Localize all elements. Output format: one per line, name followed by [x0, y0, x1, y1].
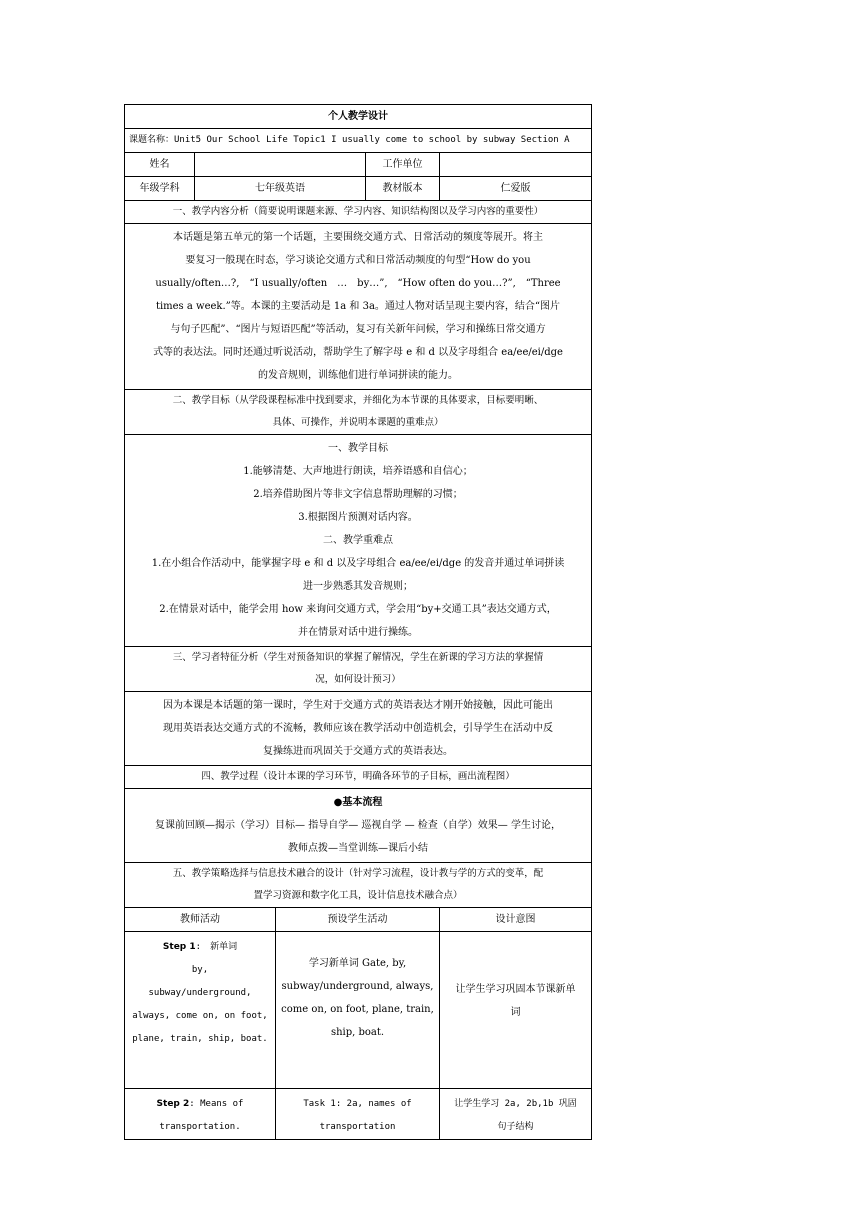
grade-value: 七年级英语 [195, 177, 366, 201]
section2-heading-line: 二、教学目标（从学段课程标准中找到要求，并细化为本节课的具体要求，目标要明晰、 [172, 395, 544, 406]
workplace-label: 工作单位 [366, 153, 440, 177]
key-point-item: 进一步熟悉其发音规则； [303, 581, 413, 592]
step1-student-line: ship, boat. [330, 1027, 385, 1038]
name-value [195, 153, 366, 177]
step2-label: Step 2 [156, 1099, 190, 1109]
goal-item: 3.根据图片预测对话内容。 [298, 512, 418, 523]
section5-heading-line: 置学习资源和数字化工具，设计信息技术融合点） [253, 890, 463, 901]
step2-intent-line: 让学生学习 2a, 2b,1b 巩固 [454, 1099, 577, 1109]
section1-line: usually/often…?, “I usually/often … by…”, “How often do you…?”, “Three [155, 278, 561, 289]
step1-teacher-line: always, come on, on foot, [132, 1011, 268, 1021]
section3-content [125, 692, 592, 766]
section1-line: 要复习一般现在时态，学习谈论交通方式和日常活动频度的句型“How do you [185, 255, 531, 266]
section1-line: 式等的表达法。同时还通过听说活动，帮助学生了解字母 e 和 d 以及字母组合 ea/ee/ei/dge [153, 347, 563, 358]
document-title: 个人教学设计 [125, 105, 592, 129]
goal-item: 2.培养借助图片等非文字信息帮助理解的习惯； [253, 489, 463, 500]
step1-teacher-line: subway/underground, [148, 988, 252, 998]
step1-label: Step 1 [162, 942, 196, 952]
section2-heading-line: 具体、可操作，并说明本课题的重难点） [272, 417, 444, 428]
section1-heading: 一、教学内容分析（简要说明课题来源、学习内容、知识结构图以及学习内容的重要性） [125, 201, 592, 224]
step2-teacher-line: transportation. [159, 1122, 241, 1132]
step1-intent-line: 让学生学习巩固本节课新单 [455, 984, 576, 995]
section3-heading-line: 况，如何设计预习） [315, 674, 401, 685]
key-points-subheading: 二、教学重难点 [323, 535, 393, 546]
step1-teacher-line: plane, train, ship, boat. [132, 1034, 268, 1044]
step1-student-line: come on, on foot, plane, train, [281, 1004, 434, 1015]
goal-item: 1.能够清楚、大声地进行朗读，培养语感和自信心； [243, 466, 473, 477]
key-point-item: 并在情景对话中进行操练。 [298, 627, 418, 638]
step1-teacher-line: by, [191, 965, 209, 975]
section5-heading [125, 863, 592, 908]
section1-line: times a week.”等。本课的主要活动是 1a 和 3a。通过人物对话呈现主要内容，结合“图片 [155, 301, 561, 312]
section1-line: 的发音规则，训练他们进行单词拼读的能力。 [258, 370, 458, 381]
step2-teacher [125, 1089, 276, 1140]
step2-intent-line: 句子结构 [497, 1122, 534, 1132]
workplace-value [440, 153, 592, 177]
key-point-item: 2.在情景对话中，能学会用 how 来询问交通方式，学会用“by+交通工具”表达交通方式， [159, 604, 557, 615]
lesson-plan-table [124, 104, 592, 1140]
section1-content [125, 224, 592, 390]
step1-teacher [125, 932, 276, 1089]
section3-heading-line: 三、学习者特征分析（学生对预备知识的掌握了解情况，学生在新课的学习方法的掌握情 [172, 652, 544, 663]
section2-content [125, 435, 592, 647]
step1-title: : 新单词 [195, 942, 238, 952]
step2-student-line: transportation [319, 1122, 396, 1132]
grade-label: 年级学科 [125, 177, 195, 201]
edition-value: 仁爱版 [440, 177, 592, 201]
section4-content [125, 789, 592, 863]
section1-line: 与句子匹配”、“图片与短语匹配”等活动，复习有关新年问候，学习和操练日常交通方 [170, 324, 546, 335]
section3-line: 复操练进而巩固关于交通方式的英语表达。 [263, 746, 453, 757]
section3-line: 现用英语表达交通方式的不流畅，教师应该在教学活动中创造机会，引导学生在活动中反 [163, 723, 553, 734]
col-header-teacher: 教师活动 [125, 908, 276, 932]
step1-intent [440, 932, 592, 1089]
step1-student [276, 932, 440, 1089]
section3-line: 因为本课是本话题的第一课时，学生对于交通方式的英语表达才刚开始接触，因此可能出 [163, 700, 553, 711]
key-point-item: 1.在小组合作活动中，能掌握字母 e 和 d 以及字母组合 ea/ee/ei/dge 的发音并通过单词拼读 [151, 558, 565, 569]
section3-heading [125, 647, 592, 692]
section1-line: 本话题是第五单元的第一个话题，主要围绕交通方式、日常活动的频度等展开。将主 [173, 232, 543, 243]
step1-student-line: subway/underground, always, [281, 981, 434, 992]
step1-intent-line: 词 [510, 1007, 521, 1018]
flow-line: 教师点拨—当堂训练—课后小结 [288, 843, 428, 854]
step2-student-line: Task 1: 2a, names of [303, 1099, 412, 1109]
section2-heading [125, 390, 592, 435]
topic-row: 课题名称：Unit5 Our School Life Topic1 I usually come to school by subway Section A [125, 129, 592, 153]
step2-title: : Means of [189, 1099, 244, 1109]
goals-subheading: 一、教学目标 [328, 443, 388, 454]
step2-student [276, 1089, 440, 1140]
col-header-intent: 设计意图 [440, 908, 592, 932]
section4-heading: 四、教学过程（设计本课的学习环节，明确各环节的子目标，画出流程图） [125, 766, 592, 789]
section5-heading-line: 五、教学策略选择与信息技术融合的设计（针对学习流程，设计教与学的方式的变革，配 [172, 868, 544, 879]
basic-flow-heading: ●基本流程 [333, 797, 383, 808]
step2-intent [440, 1089, 592, 1140]
name-label: 姓名 [125, 153, 195, 177]
step1-student-line: 学习新单词 Gate, by, [308, 958, 407, 969]
lesson-plan-document [124, 104, 591, 1140]
edition-label: 教材版本 [366, 177, 440, 201]
col-header-student: 预设学生活动 [276, 908, 440, 932]
flow-line: 复课前回顾—揭示（学习）目标— 指导自学— 巡视自学 — 检查（自学）效果— 学生讨论， [155, 820, 561, 831]
